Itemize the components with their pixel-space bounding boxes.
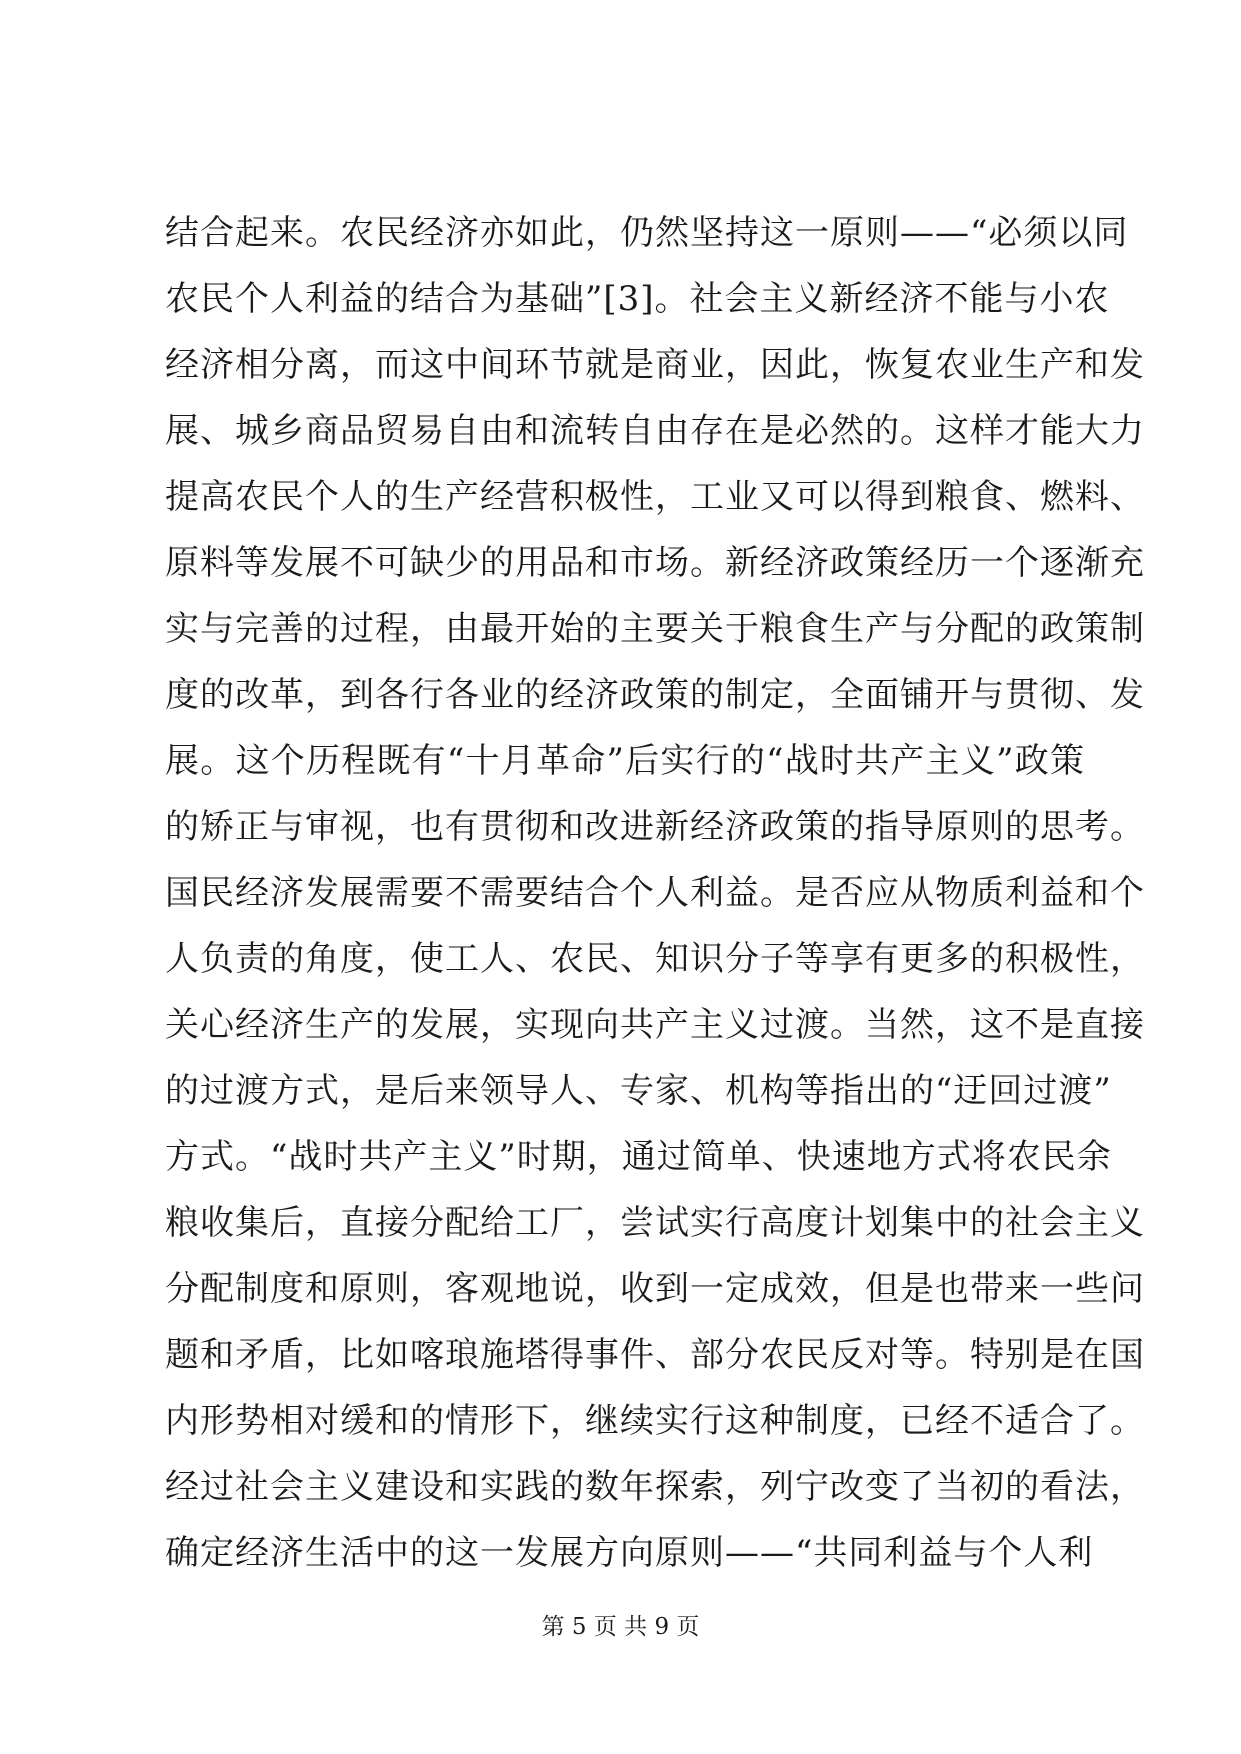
text-line: 度的改革，到各行各业的经济政策的制定，全面铺开与贯彻、发 bbox=[165, 675, 1145, 715]
text-line: 人负责的角度，使工人、农民、知识分子等享有更多的积极性， bbox=[165, 939, 1145, 979]
text-line: 的矫正与审视，也有贯彻和改进新经济政策的指导原则的思考。 bbox=[165, 807, 1145, 847]
text-line: 国民经济发展需要不需要结合个人利益。是否应从物质利益和个 bbox=[165, 873, 1145, 913]
body-text bbox=[165, 200, 1145, 1586]
text-line: 实与完善的过程，由最开始的主要关于粮食生产与分配的政策制 bbox=[165, 609, 1145, 649]
text-line: 的过渡方式，是后来领导人、专家、机构等指出的“迂回过渡” bbox=[165, 1071, 1112, 1111]
text-line: 粮收集后，直接分配给工厂，尝试实行高度计划集中的社会主义 bbox=[165, 1203, 1145, 1243]
text-line: 经过社会主义建设和实践的数年探索，列宁改变了当初的看法， bbox=[165, 1467, 1145, 1507]
text-line: 关心经济生产的发展，实现向共产主义过渡。当然，这不是直接 bbox=[165, 1005, 1145, 1045]
text-line: 原料等发展不可缺少的用品和市场。新经济政策经历一个逐渐充 bbox=[165, 543, 1145, 583]
text-line: 结合起来。农民经济亦如此，仍然坚持这一原则——“必须以同 bbox=[165, 213, 1129, 253]
text-line: 提高农民个人的生产经营积极性，工业又可以得到粮食、燃料、 bbox=[165, 477, 1145, 517]
text-line: 展、城乡商品贸易自由和流转自由存在是必然的。这样才能大力 bbox=[165, 411, 1145, 451]
text-line: 分配制度和原则，客观地说，收到一定成效，但是也带来一些问 bbox=[165, 1269, 1145, 1309]
text-line: 农民个人利益的结合为基础”[3]。社会主义新经济不能与小农 bbox=[165, 279, 1110, 319]
text-line: 题和矛盾，比如喀琅施塔得事件、部分农民反对等。特别是在国 bbox=[165, 1335, 1145, 1375]
text-line: 经济相分离，而这中间环节就是商业，因此，恢复农业生产和发 bbox=[165, 345, 1145, 385]
text-line: 展。这个历程既有“十月革命”后实行的“战时共产主义”政策 bbox=[165, 741, 1085, 781]
text-line: 内形势相对缓和的情形下，继续实行这种制度，已经不适合了。 bbox=[165, 1401, 1145, 1441]
text-line: 方式。“战时共产主义”时期，通过简单、快速地方式将农民余 bbox=[165, 1137, 1112, 1177]
page-footer bbox=[0, 1612, 1241, 1642]
text-line: 确定经济生活中的这一发展方向原则——“共同利益与个人利 bbox=[165, 1533, 1094, 1573]
page-number: 第 5 页 共 9 页 bbox=[541, 1614, 700, 1640]
